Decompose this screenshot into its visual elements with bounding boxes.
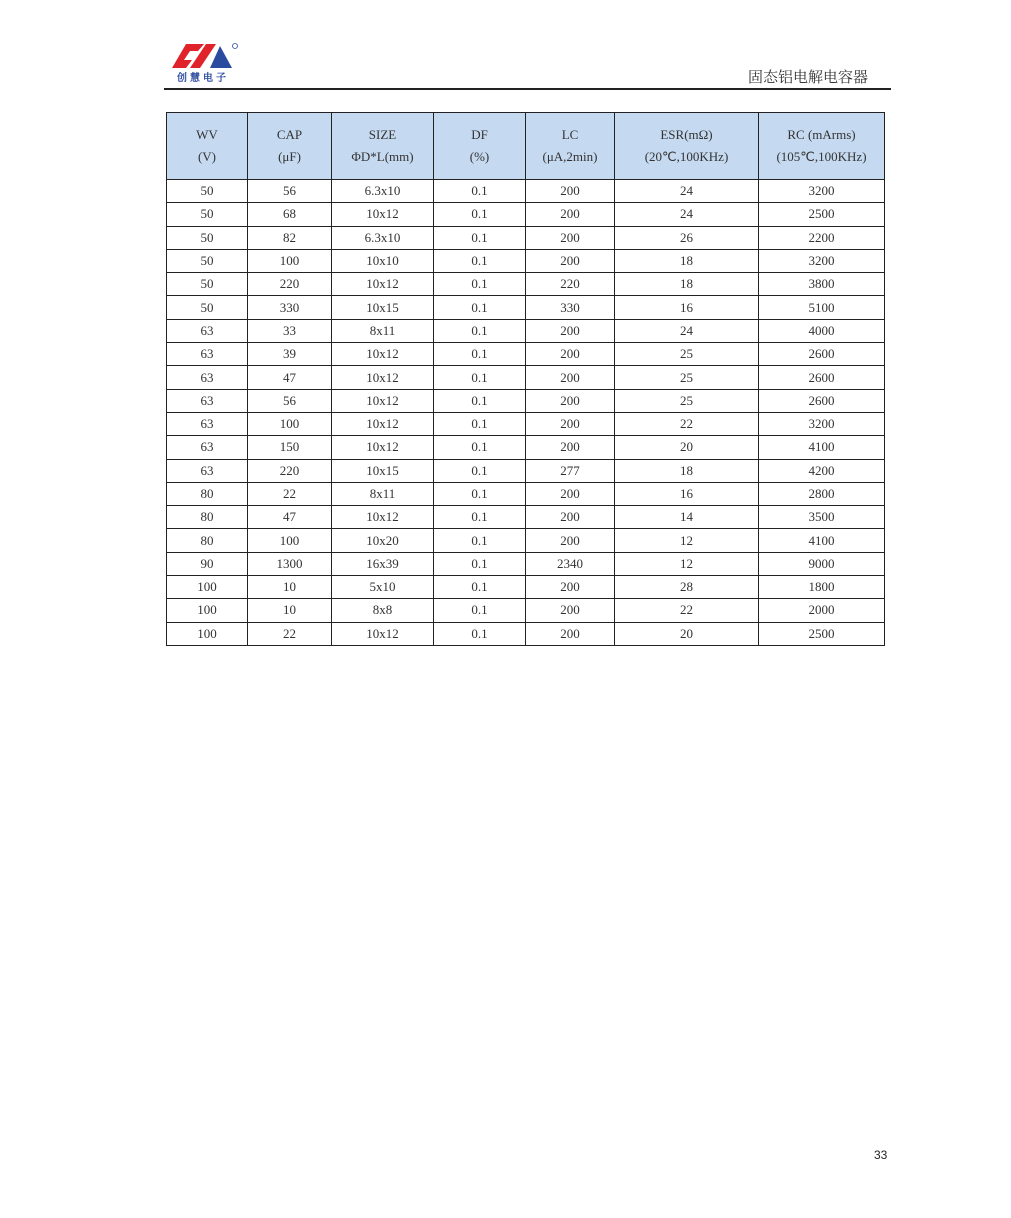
table-row [167, 319, 885, 342]
column-header-unit: (%) [469, 149, 490, 164]
table-row [167, 203, 885, 226]
column-header-unit: ΦD*L(mm) [351, 149, 414, 164]
table-cell: 10x12 [332, 273, 434, 296]
table-cell: 200 [526, 506, 615, 529]
table-cell: 18 [615, 249, 759, 272]
table-cell: 2200 [759, 226, 885, 249]
table-cell: 2800 [759, 482, 885, 505]
logo-text: 创慧电子 [177, 73, 229, 84]
column-header-title: LC [561, 127, 579, 142]
table-cell: 0.1 [434, 389, 526, 412]
table-cell: 100 [167, 622, 248, 645]
table-cell: 80 [167, 506, 248, 529]
table-row [167, 529, 885, 552]
table-cell: 50 [167, 273, 248, 296]
table-cell: 0.1 [434, 622, 526, 645]
table-cell: 1800 [759, 576, 885, 599]
table-cell: 220 [526, 273, 615, 296]
table-cell: 200 [526, 529, 615, 552]
table-cell: 10x12 [332, 366, 434, 389]
table-cell: 100 [167, 599, 248, 622]
table-cell: 50 [167, 203, 248, 226]
table-cell: 18 [615, 459, 759, 482]
table-cell: 0.1 [434, 180, 526, 203]
column-header-title: WV [196, 127, 218, 142]
table-cell: 14 [615, 506, 759, 529]
table-cell: 8x11 [332, 482, 434, 505]
table-cell: 6.3x10 [332, 226, 434, 249]
table-cell: 0.1 [434, 506, 526, 529]
table-cell: 0.1 [434, 599, 526, 622]
table-cell: 20 [615, 622, 759, 645]
table-cell: 22 [615, 412, 759, 435]
table-cell: 28 [615, 576, 759, 599]
table-cell: 0.1 [434, 366, 526, 389]
table-cell: 8x11 [332, 319, 434, 342]
table-cell: 330 [248, 296, 332, 319]
column-header-title: CAP [276, 127, 303, 142]
column-header [167, 113, 248, 180]
table-cell: 50 [167, 249, 248, 272]
table-cell: 63 [167, 343, 248, 366]
table-cell: 0.1 [434, 552, 526, 575]
column-header-unit: (μF) [278, 149, 301, 164]
column-header-title: DF [471, 127, 488, 142]
table-cell: 10x12 [332, 343, 434, 366]
table-cell: 200 [526, 389, 615, 412]
table-cell: 39 [248, 343, 332, 366]
table-cell: 24 [615, 203, 759, 226]
table-cell: 2600 [759, 389, 885, 412]
table-cell: 10x12 [332, 436, 434, 459]
table-cell: 16 [615, 296, 759, 319]
table-cell: 10x15 [332, 296, 434, 319]
table-cell: 12 [615, 529, 759, 552]
table-cell: 200 [526, 576, 615, 599]
table-cell: 3200 [759, 249, 885, 272]
table-cell: 0.1 [434, 319, 526, 342]
table-header [167, 113, 885, 180]
column-header [248, 113, 332, 180]
table-cell: 0.1 [434, 296, 526, 319]
table-cell: 3800 [759, 273, 885, 296]
table-cell: 200 [526, 599, 615, 622]
table-cell: 63 [167, 412, 248, 435]
table-cell: 63 [167, 459, 248, 482]
table-cell: 80 [167, 482, 248, 505]
table-cell: 200 [526, 436, 615, 459]
table-row [167, 249, 885, 272]
table-cell: 18 [615, 273, 759, 296]
table-cell: 10x12 [332, 389, 434, 412]
table-cell: 0.1 [434, 203, 526, 226]
company-logo [172, 42, 242, 84]
header-row [167, 113, 885, 180]
table-cell: 0.1 [434, 249, 526, 272]
table-cell: 47 [248, 506, 332, 529]
table-cell: 9000 [759, 552, 885, 575]
column-header-title: RC (mArms) [787, 127, 856, 142]
table-cell: 200 [526, 412, 615, 435]
table-cell: 50 [167, 180, 248, 203]
table-cell: 150 [248, 436, 332, 459]
table-cell: 24 [615, 319, 759, 342]
table-cell: 100 [248, 529, 332, 552]
table-cell: 3200 [759, 180, 885, 203]
table-row [167, 552, 885, 575]
table-cell: 80 [167, 529, 248, 552]
table-cell: 4200 [759, 459, 885, 482]
table-cell: 100 [167, 576, 248, 599]
column-header-unit: (V) [197, 149, 217, 164]
table-cell: 56 [248, 389, 332, 412]
table-cell: 200 [526, 622, 615, 645]
table-cell: 10x12 [332, 622, 434, 645]
table-cell: 330 [526, 296, 615, 319]
table-row [167, 273, 885, 296]
table-cell: 6.3x10 [332, 180, 434, 203]
table-cell: 2000 [759, 599, 885, 622]
column-header [526, 113, 615, 180]
table-row [167, 436, 885, 459]
column-header-title: SIZE [368, 127, 397, 142]
table-cell: 82 [248, 226, 332, 249]
table-row [167, 482, 885, 505]
table-cell: 100 [248, 249, 332, 272]
table-cell: 63 [167, 389, 248, 412]
table-cell: 1300 [248, 552, 332, 575]
column-header-unit: (105℃,100KHz) [776, 149, 867, 164]
table-cell: 47 [248, 366, 332, 389]
table-cell: 50 [167, 296, 248, 319]
table-cell: 100 [248, 412, 332, 435]
table-cell: 25 [615, 366, 759, 389]
table-cell: 0.1 [434, 343, 526, 366]
table-cell: 0.1 [434, 412, 526, 435]
table-cell: 68 [248, 203, 332, 226]
table-cell: 4000 [759, 319, 885, 342]
table-cell: 20 [615, 436, 759, 459]
column-header [434, 113, 526, 180]
table-cell: 25 [615, 389, 759, 412]
table-cell: 26 [615, 226, 759, 249]
table-cell: 56 [248, 180, 332, 203]
table-cell: 200 [526, 249, 615, 272]
table-cell: 22 [248, 482, 332, 505]
table-cell: 63 [167, 366, 248, 389]
table-cell: 0.1 [434, 576, 526, 599]
page-number: 33 [874, 1148, 888, 1162]
table-cell: 63 [167, 436, 248, 459]
column-header-unit: (20℃,100KHz) [644, 149, 729, 164]
table-cell: 10x12 [332, 203, 434, 226]
table-cell: 3500 [759, 506, 885, 529]
table-cell: 4100 [759, 436, 885, 459]
table-cell: 200 [526, 366, 615, 389]
table-cell: 10x15 [332, 459, 434, 482]
logo-mark-icon [172, 42, 242, 70]
table-cell: 63 [167, 319, 248, 342]
column-header [759, 113, 885, 180]
table-row [167, 180, 885, 203]
table-cell: 22 [248, 622, 332, 645]
table-cell: 0.1 [434, 273, 526, 296]
table-cell: 10x12 [332, 412, 434, 435]
table-cell: 8x8 [332, 599, 434, 622]
table-cell: 200 [526, 203, 615, 226]
table-row [167, 622, 885, 645]
table-cell: 2600 [759, 343, 885, 366]
table-cell: 4100 [759, 529, 885, 552]
table-cell: 12 [615, 552, 759, 575]
table-row [167, 343, 885, 366]
column-header [615, 113, 759, 180]
table-row [167, 412, 885, 435]
table-cell: 33 [248, 319, 332, 342]
table-cell: 0.1 [434, 482, 526, 505]
table-cell: 10x10 [332, 249, 434, 272]
table-cell: 200 [526, 343, 615, 366]
table-body [167, 180, 885, 646]
table-row [167, 459, 885, 482]
table-cell: 2600 [759, 366, 885, 389]
table-cell: 25 [615, 343, 759, 366]
table-cell: 10x20 [332, 529, 434, 552]
column-header-title: ESR(mΩ) [660, 127, 713, 142]
table-cell: 16x39 [332, 552, 434, 575]
table-cell: 0.1 [434, 226, 526, 249]
table-cell: 16 [615, 482, 759, 505]
table-cell: 200 [526, 180, 615, 203]
table-row [167, 389, 885, 412]
table-row [167, 506, 885, 529]
table-cell: 200 [526, 226, 615, 249]
table-row [167, 226, 885, 249]
table-row [167, 599, 885, 622]
table-cell: 200 [526, 482, 615, 505]
table-cell: 220 [248, 273, 332, 296]
header-divider [164, 88, 891, 90]
table-cell: 10 [248, 599, 332, 622]
table-cell: 24 [615, 180, 759, 203]
table-cell: 200 [526, 319, 615, 342]
table-cell: 50 [167, 226, 248, 249]
table-cell: 220 [248, 459, 332, 482]
table-row [167, 576, 885, 599]
column-header-unit: (μA,2min) [542, 149, 598, 164]
table-cell: 5x10 [332, 576, 434, 599]
table-cell: 22 [615, 599, 759, 622]
capacitor-spec-table [166, 112, 885, 646]
table-cell: 90 [167, 552, 248, 575]
table-cell: 10x12 [332, 506, 434, 529]
table-cell: 277 [526, 459, 615, 482]
table-cell: 10 [248, 576, 332, 599]
table-cell: 0.1 [434, 459, 526, 482]
table-cell: 2500 [759, 203, 885, 226]
column-header [332, 113, 434, 180]
table-cell: 0.1 [434, 436, 526, 459]
table-cell: 5100 [759, 296, 885, 319]
table-cell: 0.1 [434, 529, 526, 552]
document-title: 固态铝电解电容器 [747, 68, 868, 86]
table-row [167, 296, 885, 319]
table-cell: 3200 [759, 412, 885, 435]
table-cell: 2340 [526, 552, 615, 575]
table-row [167, 366, 885, 389]
table-cell: 2500 [759, 622, 885, 645]
